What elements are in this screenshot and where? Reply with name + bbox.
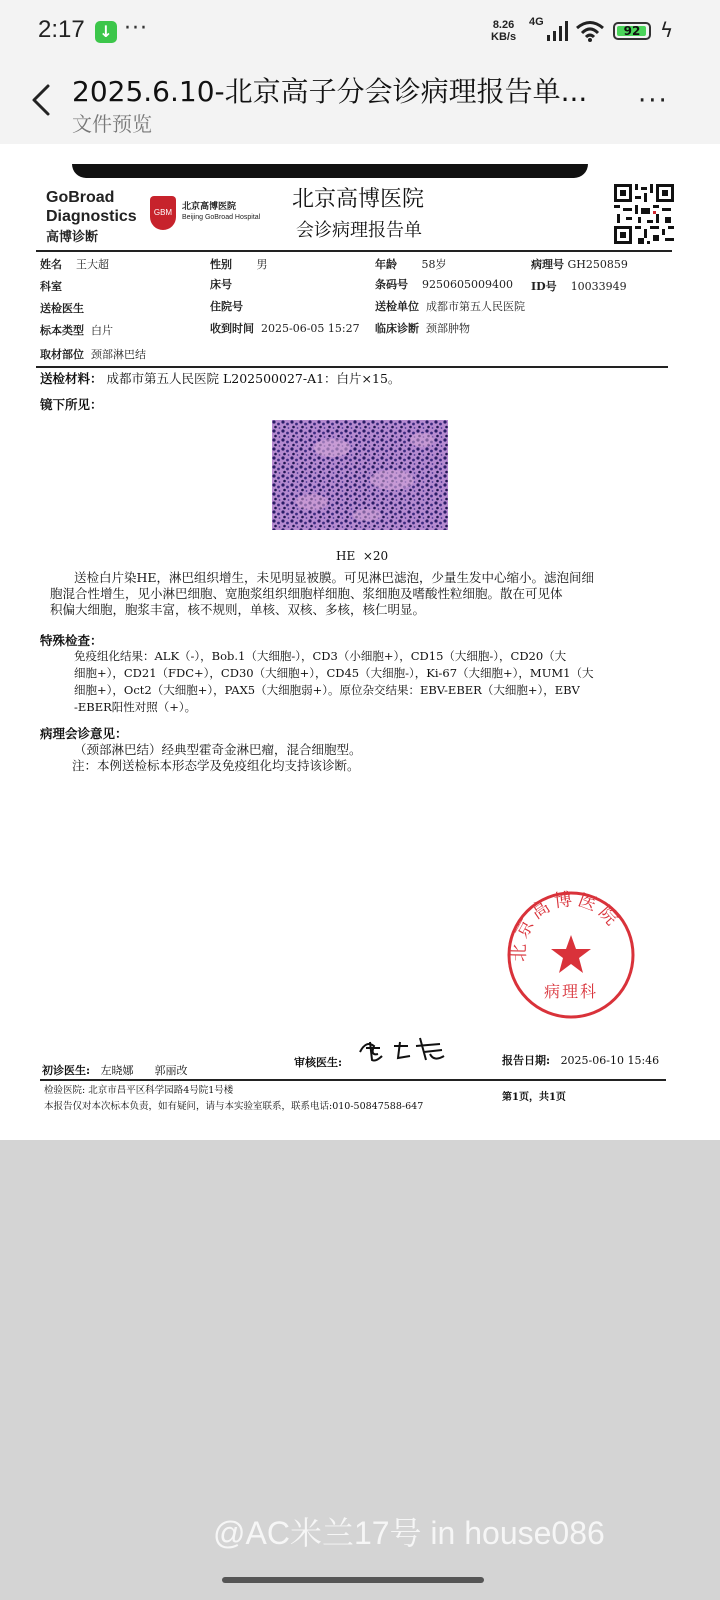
- net-speed-value: 8.26: [492, 19, 515, 31]
- net-speed: [491, 19, 516, 43]
- document-subtitle: 文件预览: [72, 112, 152, 136]
- barcode-number: 9250605009400: [422, 278, 513, 291]
- svg-text:北京高博医院: 北京高博医院: [508, 889, 625, 962]
- qr-code-icon: [614, 184, 674, 244]
- svg-text:病理科: 病理科: [543, 982, 599, 1001]
- home-indicator[interactable]: [222, 1577, 484, 1583]
- more-options-icon[interactable]: ···: [638, 86, 669, 116]
- material-text: 成都市第五人民医院 L202500027-A1：白片×15。: [106, 371, 401, 386]
- pathology-number: GH250859: [567, 258, 628, 271]
- specimen-type: 白片: [91, 324, 113, 337]
- status-more: ···: [124, 16, 148, 41]
- report-date: 报告日期: 2025-06-10 15:46: [502, 1054, 660, 1067]
- hospital-logo-en: Beijing GoBroad Hospital: [182, 214, 261, 221]
- reviewer-signature: [356, 1032, 452, 1066]
- opinion-text: （颈部淋巴结）经典型霍奇金淋巴瘤，混合细胞型。 注：本例送检标本形态学及免疫组化均支持该诊断。: [72, 742, 362, 773]
- signal-icon: [546, 20, 570, 42]
- microscopy-text: 送检白片染HE，淋巴组织增生，未见明显被膜。可见淋巴滤泡，少量生发中心缩小。滤泡间细 胞混合性增生，见小淋巴细胞、宽胞浆组织细胞样细胞、浆细胞及嗜酸性粒细胞。散在可见体 积偏大细胞，胞浆丰富，核不规则，单核、双核、多核，核仁明显。: [50, 570, 595, 617]
- status-bar: [0, 0, 720, 64]
- image-caption: HE ×20: [336, 549, 389, 563]
- lab-address: 检验医院: 北京市昌平区科学园路4号院1号楼: [44, 1085, 234, 1096]
- back-icon[interactable]: [22, 80, 62, 120]
- clinical-diagnosis: 颈部肿物: [426, 322, 470, 335]
- hospital-name: 北京高博医院: [292, 187, 425, 212]
- battery-level: 92: [623, 24, 641, 38]
- document-page: GoBroad Diagnostics 高博诊断 GBM 北京高博医院 Beijing GoBroad Hospital 北京高博医院 会诊病理报告单 姓名 王大超 性别 男 年龄 58岁 病理号 GH250859 科室 床号 条码号 9250605009400 ID号 10033949 送检医生 住院号 送检单位 成都市第五人民医院 标本类型 白片 收到时间 2025-06-05 15:27 临床诊断 颈部肿物 取材部位 颈部淋巴结 送检材料： 成都市第五人民医院 L202500027-A1：白片×15。 镜下所见： HE ×20 送检白片染HE，淋巴组织增生，未见明显被膜。可见淋巴滤泡，少量生发中心缩小。滤泡间细 胞混合性增生，见小淋巴细胞、宽胞浆组织细胞样细胞、浆细胞及嗜酸性粒细胞。散在可见体 积偏大细胞，胞浆丰富，核不规则，单核、双核、多核，核仁明显。 特殊检查： 免疫组化结果：ALK（-），Bob.1（大细胞-），CD3（小细胞+），CD15（大细胞-），CD20（大 细胞+），CD21（FDC+），CD30（大细胞+），CD45（大细胞-），Ki-67（大细胞+），MUM1（大 细胞+），Oct2（大细胞+），PAX5（大细胞弱+）。原位杂交结果：EBV-EBER（大细胞+），EBV -EBER阳性对照（+）。 病理会诊意见： （颈部淋巴结）经典型霍奇金淋巴瘤，混合细胞型。 注：本例送检标本形态学及免疫组化均支持该诊断。 北京高博医院 病理科 初诊医生: 左晓娜 郭丽改 审核医生: 报告日期: 2025-06-10 15:46 检验医院: 北京市昌平区科学园路4号院1号楼 本报告仅对本次标本负责，如有疑问，请与本实验室联系，联系电话:010-50847588-647 第1页，共1页: [0, 144, 720, 1140]
- download-icon: ↓: [95, 21, 117, 43]
- gobroad-logo: GoBroad Diagnostics: [46, 189, 137, 225]
- scan-shadow: [72, 164, 588, 178]
- material-line: 送检材料： 成都市第五人民医院 L202500027-A1：白片×15。: [40, 371, 401, 386]
- status-time: 2:17: [38, 16, 85, 43]
- patient-id: 10033949: [570, 280, 627, 293]
- app-header: [0, 64, 720, 144]
- watermark: @AC米兰17号 in house086: [213, 1515, 605, 1551]
- net-speed-unit: KB/s: [491, 31, 517, 43]
- network-type: 4G: [529, 16, 544, 28]
- microscopy-image: [272, 420, 448, 530]
- patient-name: 王大超: [76, 258, 109, 271]
- document-title: 2025.6.10-北京高子分会诊病理报告单...: [72, 75, 588, 108]
- first-doctor: 初诊医生: 左晓娜 郭丽改: [42, 1064, 188, 1077]
- page-info: 第1页，共1页: [502, 1092, 566, 1103]
- footer-divider: [40, 1079, 666, 1081]
- microscopy-heading: 镜下所见：: [40, 397, 103, 412]
- hospital-logo-cn: 北京高博医院: [182, 202, 237, 212]
- special-text: 免疫组化结果：ALK（-），Bob.1（大细胞-），CD3（小细胞+），CD15（大细胞-），CD20（大 细胞+），CD21（FDC+），CD30（大细胞+），CD45（大细胞-），Ki-67（大细胞+），MUM1（大 细胞+），Oct2（大细胞+），PAX5（大细胞弱+）。原位杂交结果：EBV-EBER（大细胞+），EBV -EBER阳性对照（+）。: [74, 649, 594, 714]
- opinion-heading: 病理会诊意见：: [40, 726, 128, 741]
- special-heading: 特殊检查：: [40, 633, 103, 648]
- header-divider: [36, 250, 672, 252]
- submitting-unit: 成都市第五人民医院: [426, 300, 525, 313]
- disclaimer: 本报告仅对本次标本负责，如有疑问，请与本实验室联系，联系电话:010-50847588-647: [44, 1101, 424, 1112]
- info-divider: [36, 366, 668, 368]
- battery-icon: [613, 22, 651, 40]
- sampling-site: 颈部淋巴结: [91, 348, 146, 361]
- patient-gender: 男: [256, 258, 268, 271]
- pathology-seal: [505, 889, 637, 1021]
- charging-icon: ϟ: [660, 18, 674, 42]
- received-time: 2025-06-05 15:27: [261, 322, 360, 335]
- gbm-badge-icon: GBM: [150, 196, 176, 230]
- report-name: 会诊病理报告单: [296, 220, 422, 241]
- wifi-icon: [575, 20, 605, 42]
- reviewer-label: 审核医生:: [294, 1056, 343, 1069]
- gobroad-logo-cn: 高博诊断: [46, 230, 99, 245]
- patient-age: 58岁: [421, 258, 447, 271]
